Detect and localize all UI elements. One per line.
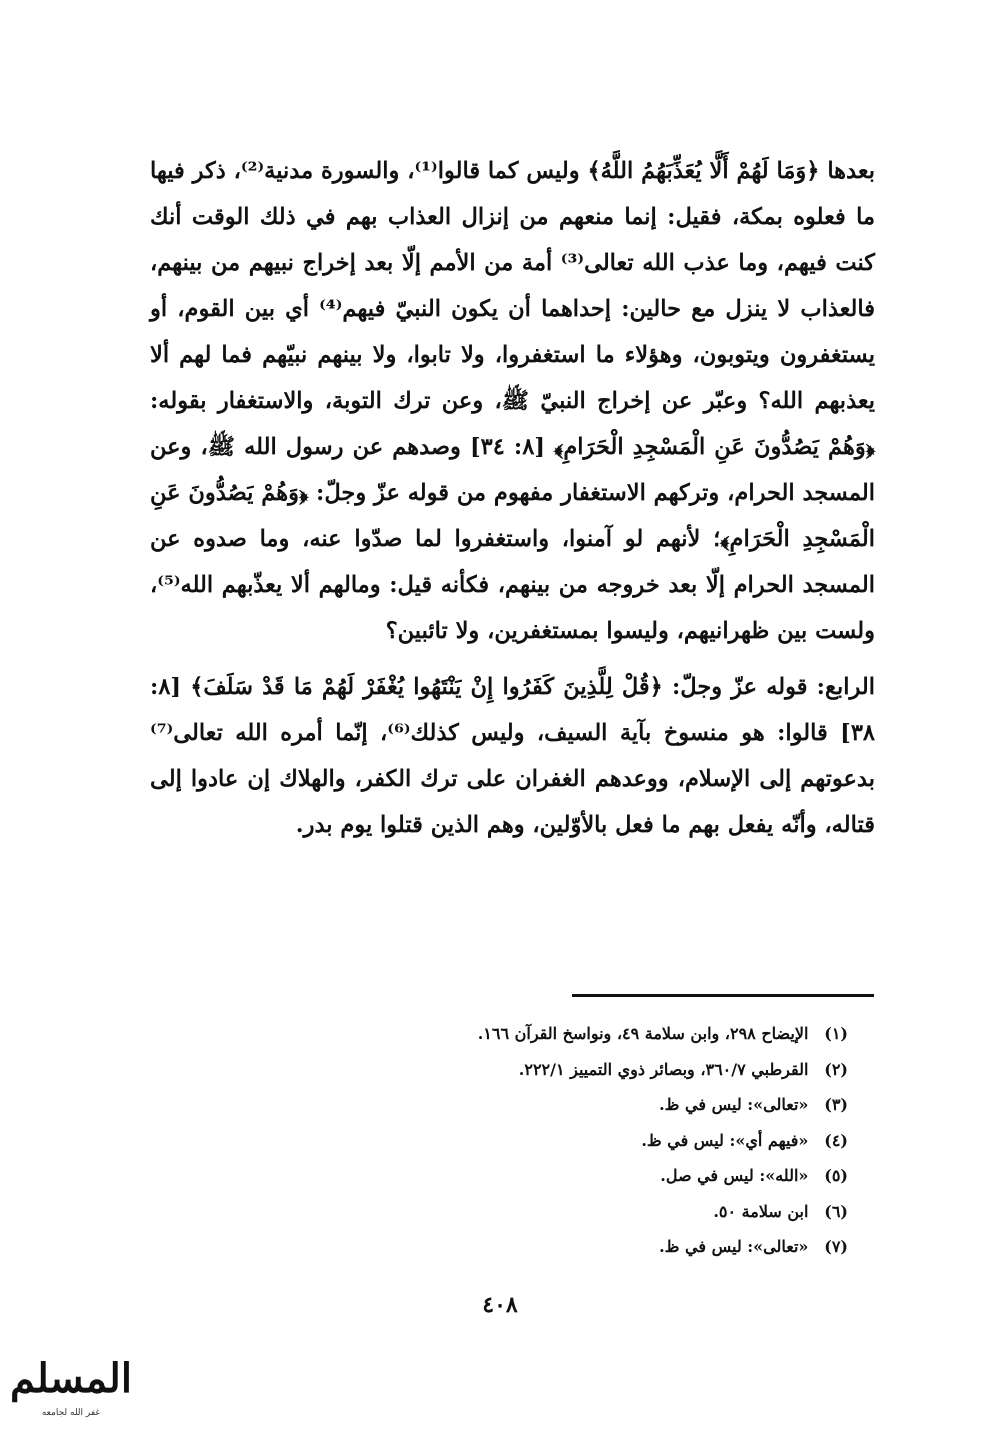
footnote-text: «تعالى»: ليس في ظ.: [659, 1095, 809, 1114]
text-segment: [٨: ٣٤] وصدهم عن رسول الله ﷺ، وعن المسجد الحرام، وتركهم الاستغفار مفهوم من قوله عزّ وجلّ:: [150, 434, 875, 506]
logo-subtitle: غفر الله لجامعه: [41, 1408, 101, 1418]
text-segment: ؛ لأنهم لو آمنوا، واستغفروا لما صدّوا عنه، وما صدوه عن المسجد الحرام إلّا بعد خروجه من بينهم، فكأنه قيل: ومالهم ألا يعذّبهم الله⁽⁵⁾، ولست بين ظهرانيهم، وليسوا بمستغفرين، ولا تائبين؟: [150, 526, 875, 644]
footnote-number: (١): [824, 1024, 848, 1043]
footnote-number: (٦): [824, 1201, 848, 1221]
footnote: [300, 1123, 848, 1159]
footnote-number: (٤): [824, 1130, 848, 1150]
main-text: [150, 148, 875, 848]
footnote-text: «فيهم أي»: ليس في ظ.: [641, 1130, 809, 1150]
paragraph: [150, 148, 875, 654]
footnote-text: «الله»: ليس في صل.: [660, 1166, 809, 1185]
logo-word: المسلم: [10, 1355, 132, 1402]
quran-verse: ﴿وَهُمْ يَصُدُّونَ عَنِ الْمَسْجِدِ الْحَرَامِ﴾: [150, 480, 875, 552]
footnote: [300, 1158, 848, 1194]
footnote: [300, 1087, 848, 1123]
footnote-number: (٥): [824, 1166, 848, 1185]
footnote-number: (٢): [824, 1059, 848, 1079]
footnote: [300, 1229, 848, 1265]
footnotes: [300, 1016, 848, 1265]
footnote-text: الإيضاح ٢٩٨، وابن سلامة ٤٩، ونواسخ القرآن ١٦٦.: [477, 1024, 809, 1043]
quran-verse: ﴿قُلْ لِلَّذِينَ كَفَرُوا إِنْ يَنْتَهُوا يُغْفَرْ لَهُمْ مَا قَدْ سَلَفَ﴾: [190, 674, 663, 700]
text-segment: وليس كما قالوا⁽¹⁾، والسورة مدنية⁽²⁾، ذكر فيها ما فعلوه بمكة، فقيل: إنما منعهم من إنزال العذاب بهم في ذلك الوقت أنك كنت فيهم، وما عذب الله تعالى⁽³⁾ أمة من الأمم إلّا بعد إخراج نبيهم من بينهم، فالعذاب لا ينزل مع حالين: إحداهما أن يكون النبيّ فيهم⁽⁴⁾ أي بين القوم، أو يستغفرون ويتوبون، وهؤلاء ما استغفروا، ولا تابوا، ولا بينهم نبيّهم فما لهم ألا يعذبهم الله؟ وعبّر عن إخراج النبيّ ﷺ، وعن ترك التوبة، والاستغفار بقوله:: [150, 158, 875, 414]
footnote: [300, 1016, 848, 1052]
section-lead: الرابع: قوله عزّ وجلّ:: [662, 674, 875, 700]
quran-verse: ﴿وَهُمْ يَصُدُّونَ عَنِ الْمَسْجِدِ الْحَرَامِ﴾: [554, 434, 876, 460]
text-segment: بعدها: [819, 158, 875, 184]
footnote: [300, 1194, 848, 1230]
footnote-number: (٣): [824, 1095, 848, 1114]
quran-verse: ﴿وَمَا لَهُمْ أَلَّا يُعَذِّبَهُمُ اللَّهُ﴾: [587, 158, 820, 184]
paragraph: [150, 664, 875, 848]
watermark-logo: [6, 1348, 136, 1434]
footnote-separator: [572, 994, 874, 997]
page-number: ٤٠٨: [482, 1292, 518, 1318]
footnote: [300, 1052, 848, 1088]
footnote-number: (٧): [824, 1237, 848, 1256]
text-segment: [٨: ٣٨] قالوا: هو منسوخ بآية السيف، وليس كذلك⁽⁶⁾، إنّما أمره الله تعالى⁽⁷⁾ بدعوتهم إلى الإسلام، ووعدهم الغفران على ترك الكفر، والهلاك إن عادوا إلى قتاله، وأنّه يفعل بهم ما فعل بالأوّلين، وهم الذين قتلوا يوم بدر.: [150, 674, 875, 838]
footnote-text: «تعالى»: ليس في ظ.: [659, 1237, 809, 1256]
footnote-text: ابن سلامة ٥٠.: [713, 1201, 809, 1221]
footnote-text: القرطبي ٣٦٠/٧، وبصائر ذوي التمييز ٢٢٢/١.: [518, 1059, 809, 1079]
